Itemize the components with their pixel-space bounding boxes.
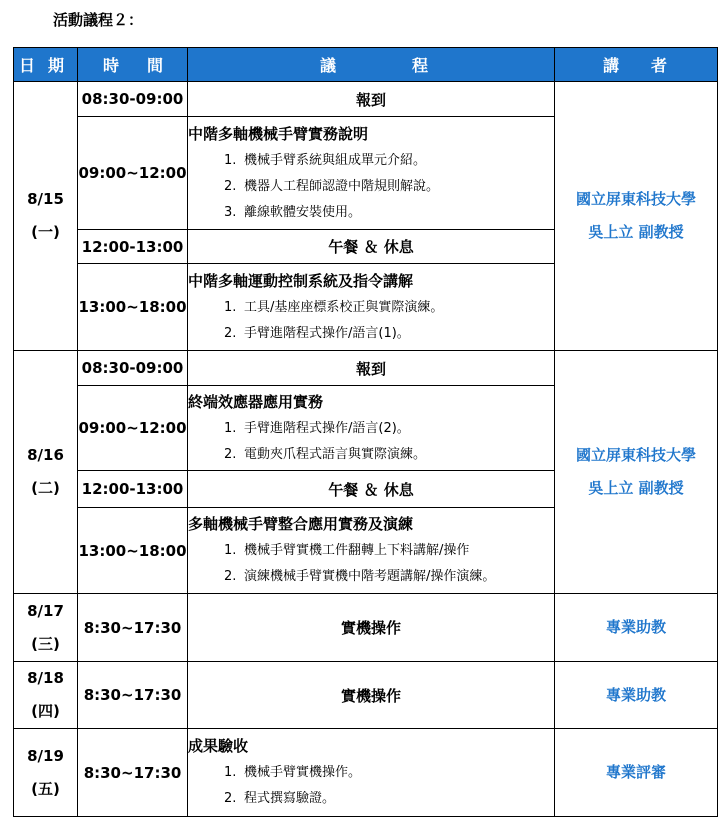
session-time: 8:30~17:30 bbox=[78, 729, 188, 817]
day-weekday: (一) bbox=[31, 223, 60, 241]
list-item: 1. 手臂進階程式操作/語言(2)。 bbox=[224, 420, 410, 436]
day-date-cell bbox=[14, 729, 78, 817]
session-time: 8:30~17:30 bbox=[78, 662, 188, 729]
table-row bbox=[14, 594, 718, 662]
agenda-table bbox=[13, 47, 718, 817]
session-title: 午餐 ＆ 休息 bbox=[188, 471, 555, 508]
day-weekday: (二) bbox=[31, 479, 60, 497]
speaker-name: 專業助教 bbox=[605, 685, 666, 704]
header-time: 時 間 bbox=[78, 48, 188, 82]
speaker-cell bbox=[555, 662, 718, 729]
session-time: 13:00~18:00 bbox=[78, 264, 188, 351]
session-detail bbox=[188, 386, 555, 471]
header-program: 議 程 bbox=[188, 48, 555, 82]
list-item: 2. 機器人工程師認證中階規則解說。 bbox=[224, 178, 440, 194]
day-weekday: (四) bbox=[31, 702, 60, 720]
speaker-cell bbox=[555, 351, 718, 594]
speaker-name: 吳上立 副教授 bbox=[588, 223, 684, 241]
table-row bbox=[14, 82, 718, 117]
day-date: 8/16 bbox=[27, 446, 64, 464]
session-time: 13:00~18:00 bbox=[78, 508, 188, 594]
day-date: 8/15 bbox=[27, 190, 64, 208]
speaker-org: 國立屏東科技大學 bbox=[575, 190, 696, 208]
list-item: 1. 工具/基座座標系校正與實際演練。 bbox=[224, 299, 444, 315]
session-time: 09:00~12:00 bbox=[78, 386, 188, 471]
session-detail bbox=[188, 117, 555, 230]
speaker-org: 國立屏東科技大學 bbox=[575, 446, 696, 464]
list-item: 1. 機械手臂實機工件翻轉上下料講解/操作 bbox=[224, 543, 470, 558]
session-detail bbox=[188, 264, 555, 351]
session-time: 12:00-13:00 bbox=[78, 230, 188, 264]
list-item: 2. 電動夾爪程式語言與實際演練。 bbox=[224, 446, 427, 462]
speaker-cell bbox=[555, 594, 718, 662]
session-title: 午餐 ＆ 休息 bbox=[188, 230, 555, 264]
list-item: 2. 程式撰寫驗證。 bbox=[224, 791, 336, 806]
table-row bbox=[14, 729, 718, 817]
session-time: 08:30-09:00 bbox=[78, 82, 188, 117]
session-title: 中階多軸運動控制系統及指令講解 bbox=[188, 271, 414, 290]
session-title: 中階多軸機械手臂實務說明 bbox=[188, 124, 369, 143]
session-time: 8:30~17:30 bbox=[78, 594, 188, 662]
speaker-cell bbox=[555, 82, 718, 351]
day-date-cell bbox=[14, 594, 78, 662]
session-title: 終端效應器應用實務 bbox=[188, 392, 324, 411]
session-title: 實機操作 bbox=[188, 662, 555, 729]
session-detail bbox=[188, 508, 555, 594]
table-row bbox=[14, 351, 718, 386]
session-time: 12:00-13:00 bbox=[78, 471, 188, 508]
day-date-cell bbox=[14, 662, 78, 729]
table-row bbox=[14, 662, 718, 729]
list-item: 1. 機械手臂實機操作。 bbox=[224, 765, 362, 780]
speaker-name: 專業評審 bbox=[605, 763, 666, 781]
speaker-name: 專業助教 bbox=[605, 618, 666, 636]
session-title: 報到 bbox=[188, 82, 555, 117]
session-title: 多軸機械手臂整合應用實務及演練 bbox=[188, 515, 414, 533]
session-time: 09:00~12:00 bbox=[78, 117, 188, 230]
day-weekday: (五) bbox=[31, 779, 60, 798]
day-date-cell bbox=[14, 82, 78, 351]
session-title: 實機操作 bbox=[188, 594, 555, 662]
session-time: 08:30-09:00 bbox=[78, 351, 188, 386]
day-date: 8/18 bbox=[27, 669, 64, 687]
list-item: 3. 離線軟體安裝使用。 bbox=[224, 204, 362, 220]
header-date: 日 期 bbox=[14, 48, 78, 82]
session-title: 報到 bbox=[188, 351, 555, 386]
day-date: 8/19 bbox=[27, 746, 64, 765]
session-detail bbox=[188, 729, 555, 817]
table-header-row bbox=[14, 48, 718, 82]
list-item: 1. 機械手臂系統與組成單元介紹。 bbox=[224, 152, 427, 168]
day-weekday: (三) bbox=[31, 634, 60, 653]
day-date-cell bbox=[14, 351, 78, 594]
header-speaker: 講 者 bbox=[555, 48, 718, 82]
list-item: 2. 演練機械手臂實機中階考題講解/操作演練。 bbox=[224, 569, 496, 584]
session-title: 成果驗收 bbox=[188, 737, 249, 755]
list-item: 2. 手臂進階程式操作/語言(1)。 bbox=[224, 325, 410, 341]
speaker-name: 吳上立 副教授 bbox=[588, 479, 684, 497]
page-title: 活動議程２： bbox=[53, 11, 144, 29]
day-date: 8/17 bbox=[27, 601, 64, 620]
speaker-cell bbox=[555, 729, 718, 817]
